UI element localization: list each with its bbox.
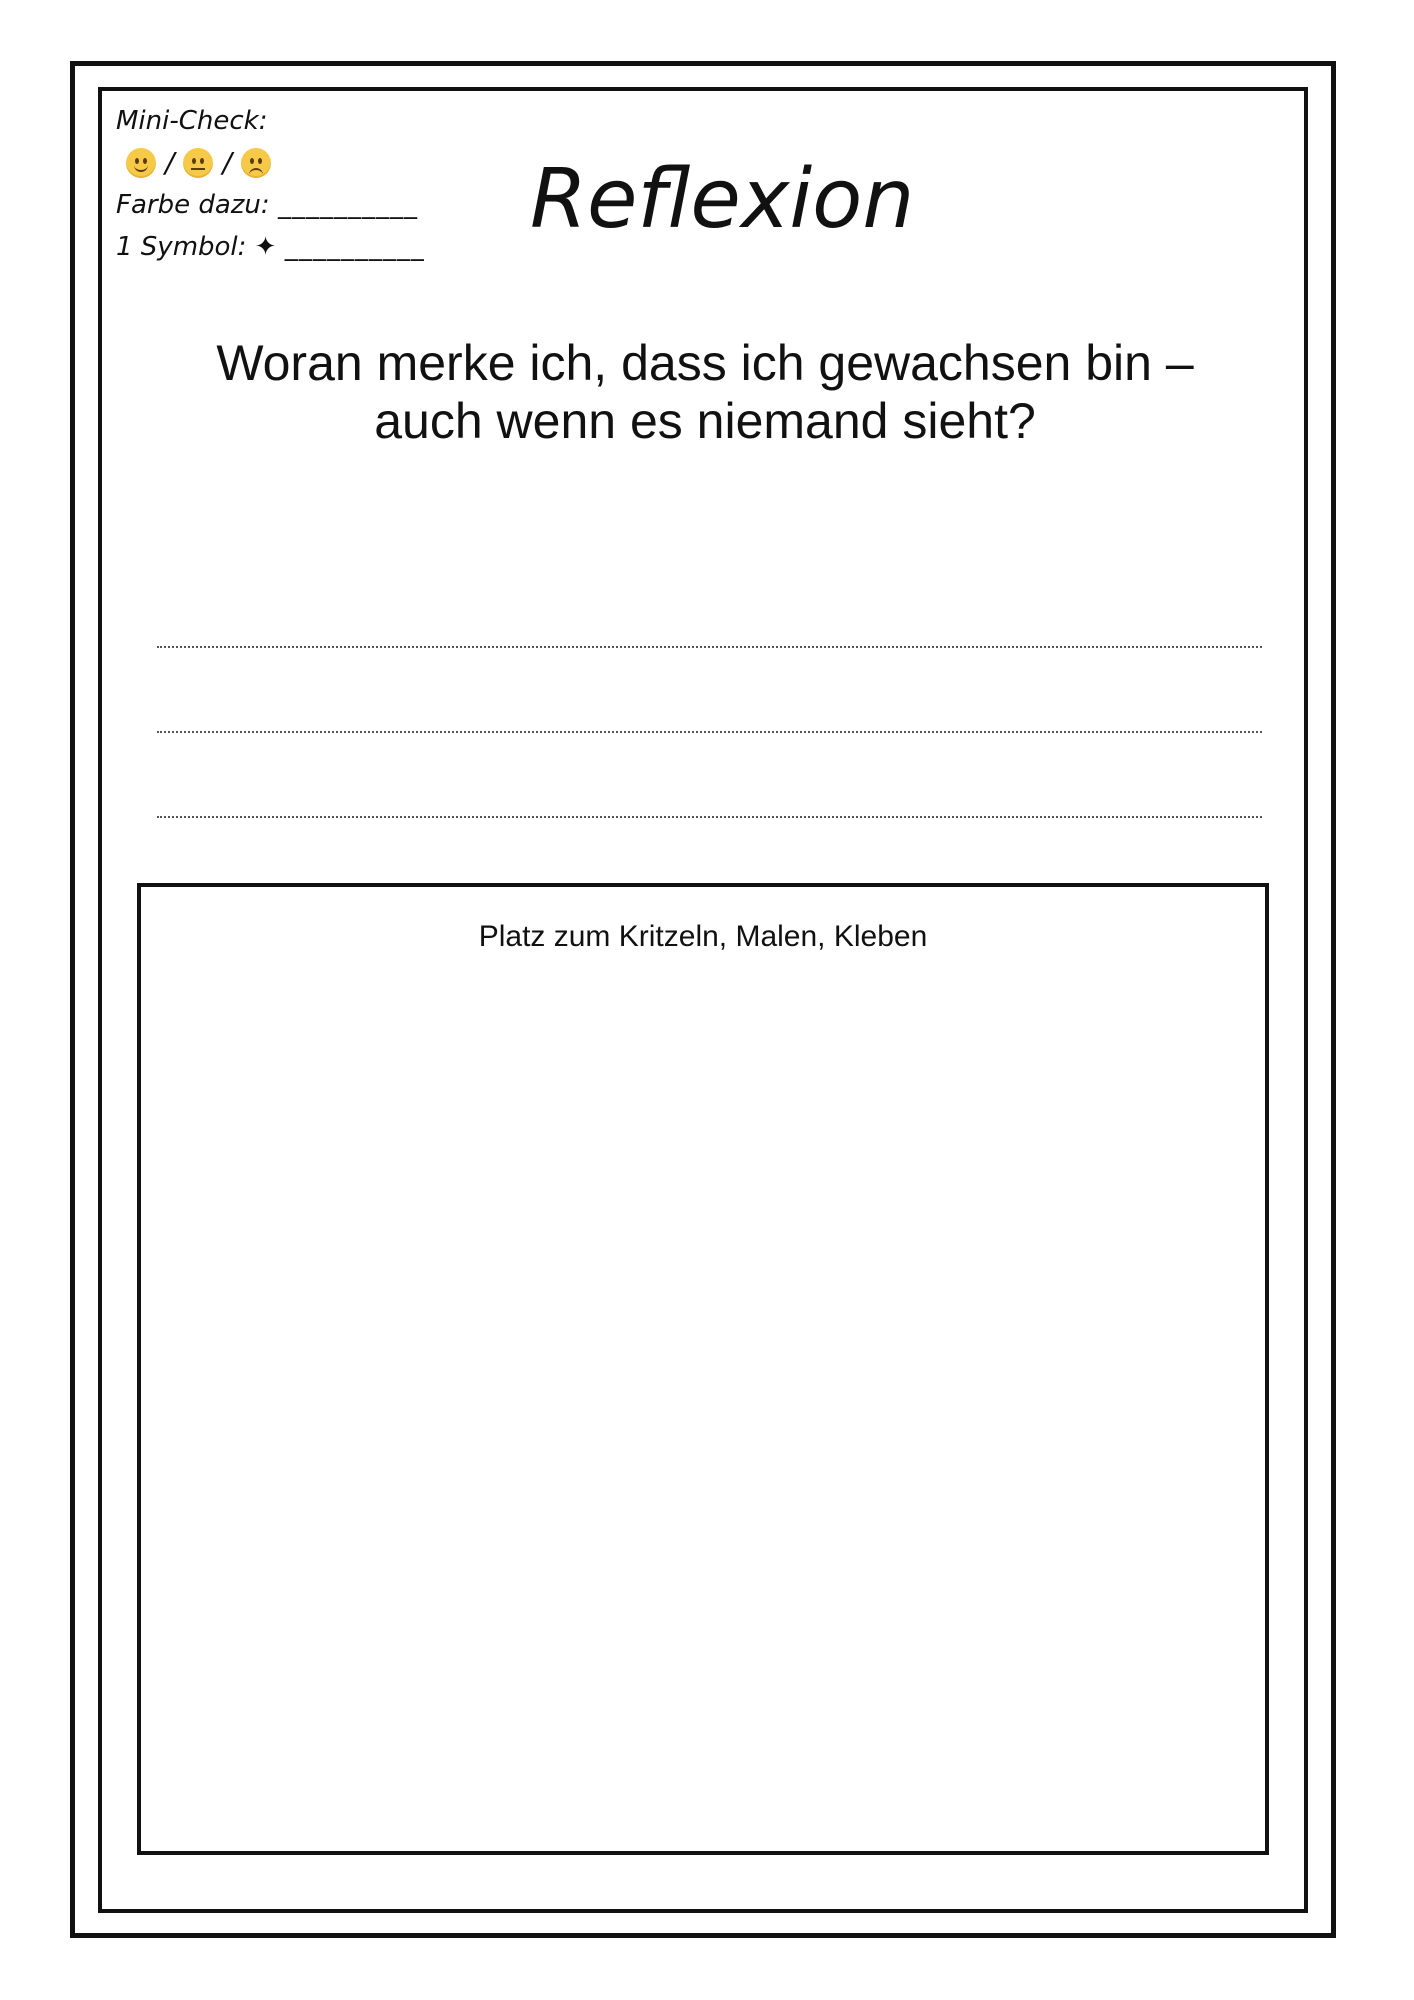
mini-check bbox=[116, 100, 425, 268]
color-blank[interactable]: __________ bbox=[277, 190, 418, 220]
question-line-1: Woran merke ich, dass ich gewachsen bin – bbox=[216, 335, 1194, 391]
separator: / bbox=[165, 146, 175, 179]
symbol-field bbox=[116, 226, 425, 268]
symbol-blank[interactable]: __________ bbox=[284, 232, 425, 262]
reflection-question bbox=[120, 334, 1290, 450]
writing-line[interactable] bbox=[157, 646, 1262, 648]
drawing-area-label: Platz zum Kritzeln, Malen, Kleben bbox=[478, 920, 928, 953]
separator: / bbox=[222, 146, 232, 179]
mood-faces bbox=[116, 142, 425, 184]
mini-check-heading: Mini-Check: bbox=[116, 106, 268, 136]
writing-line[interactable] bbox=[157, 816, 1262, 818]
symbol-label: 1 Symbol: ✦ bbox=[116, 232, 277, 262]
color-label: Farbe dazu: bbox=[116, 190, 270, 220]
color-field bbox=[116, 184, 425, 226]
writing-line[interactable] bbox=[157, 731, 1262, 733]
page-title: Reflexion bbox=[530, 152, 915, 247]
sad-face-icon[interactable] bbox=[241, 148, 271, 178]
happy-face-icon[interactable] bbox=[126, 148, 156, 178]
neutral-face-icon[interactable] bbox=[183, 148, 213, 178]
question-line-2: auch wenn es niemand sieht? bbox=[374, 393, 1036, 449]
drawing-area[interactable] bbox=[137, 883, 1269, 1855]
